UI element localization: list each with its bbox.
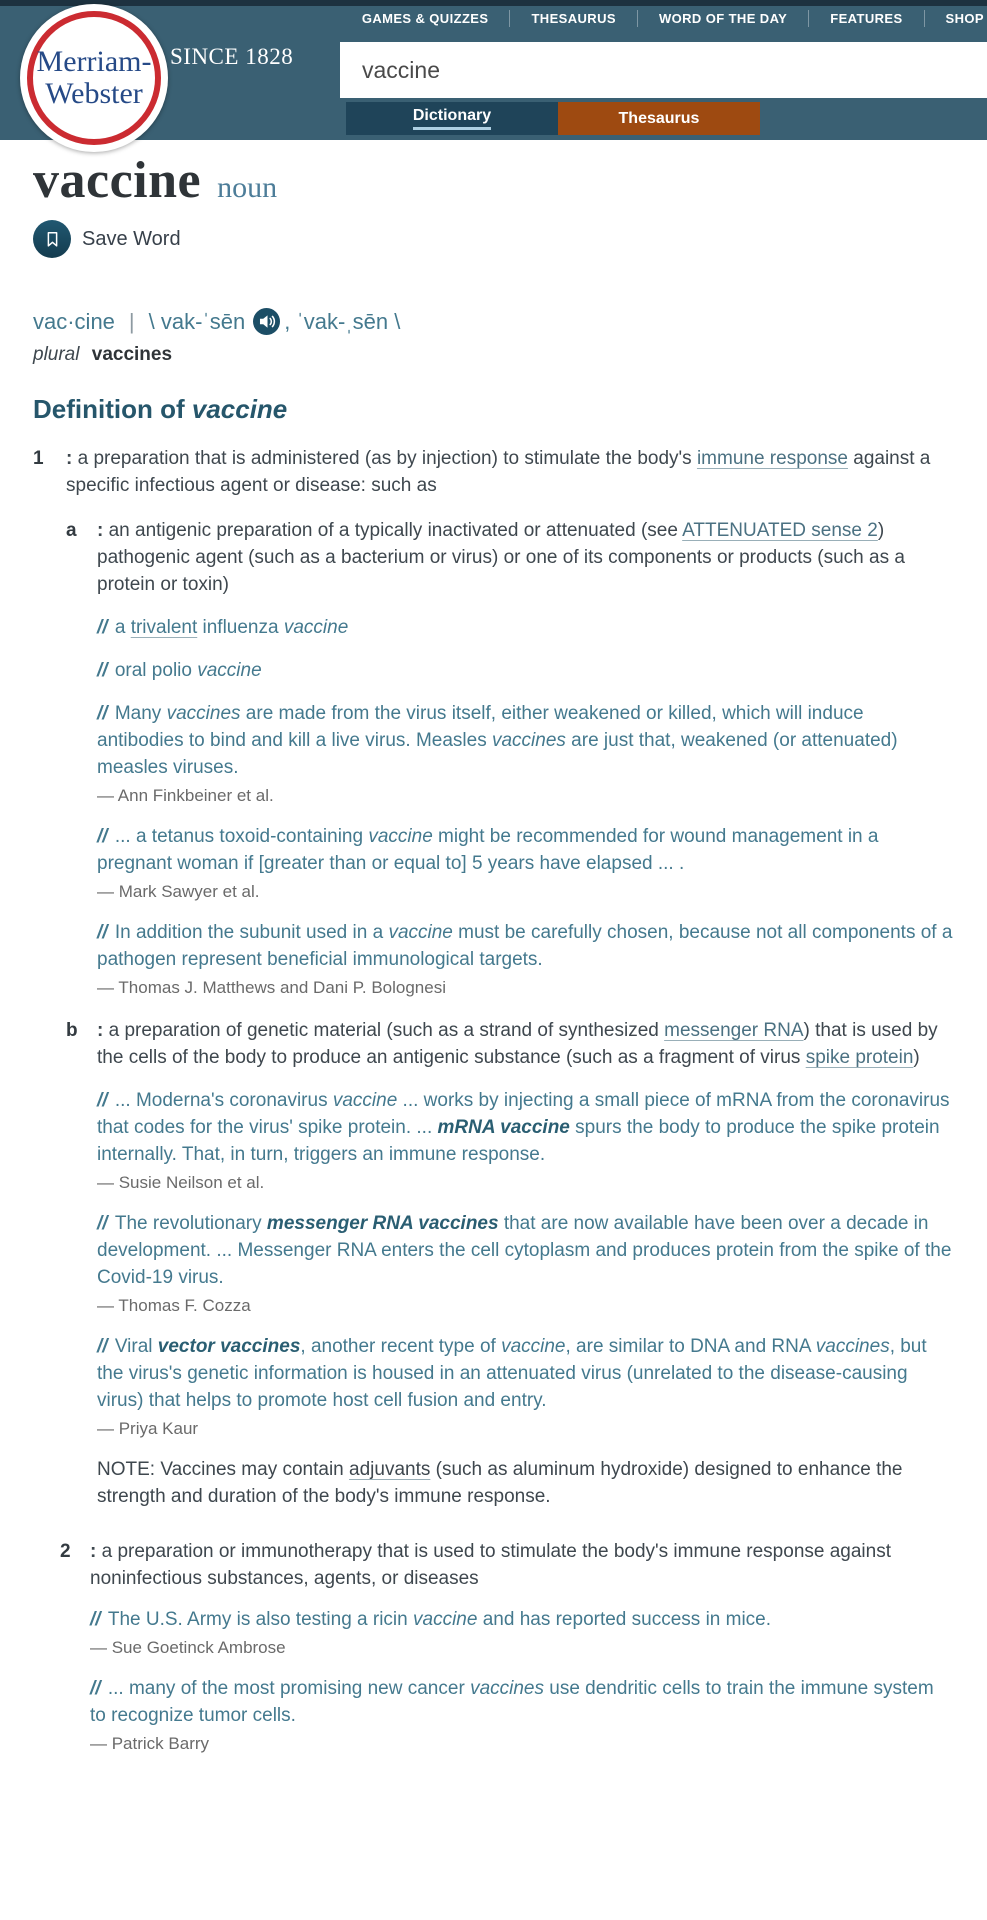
text-run: , another recent type of bbox=[300, 1336, 502, 1357]
example-sentence bbox=[97, 700, 954, 781]
pronunciation-text-variant: , ˈvak-ˌsēn \ bbox=[284, 308, 401, 334]
text-run: might be recommended for wound management in a pregnant woman if [greater than or equal to] 5 years have elapsed ... . bbox=[97, 826, 879, 874]
text-run: : bbox=[90, 1541, 102, 1562]
nav-word-of-the-day[interactable]: WORD OF THE DAY bbox=[658, 11, 788, 26]
plural-value: vaccines bbox=[91, 344, 173, 365]
text-run: ) bbox=[913, 1047, 920, 1068]
text-run: : bbox=[97, 520, 109, 541]
text-run: Viral bbox=[114, 1336, 158, 1357]
pronunciation-separator: | bbox=[128, 308, 135, 334]
text-run: influenza bbox=[197, 617, 284, 638]
text-run: ... a tetanus toxoid-containing bbox=[114, 826, 369, 847]
text-run: : bbox=[66, 448, 78, 469]
example-attribution: — Thomas J. Matthews and Dani P. Bolognesi bbox=[97, 978, 446, 997]
text-run: Many bbox=[114, 703, 167, 724]
text-run: // bbox=[97, 1336, 113, 1357]
example-sentence bbox=[97, 919, 954, 973]
pronunciation-row bbox=[33, 308, 954, 335]
nav-thesaurus[interactable]: THESAURUS bbox=[531, 11, 616, 26]
text-run: // bbox=[97, 826, 113, 847]
speaker-icon[interactable] bbox=[253, 308, 280, 335]
plural-row bbox=[33, 344, 954, 366]
text-run: // bbox=[90, 1609, 106, 1630]
logo-line-1: Merriam- bbox=[36, 45, 152, 78]
example-sentence bbox=[97, 1210, 954, 1291]
text-run: ... Moderna's coronavirus bbox=[114, 1090, 333, 1111]
sense-1a bbox=[66, 517, 954, 999]
text-run: against a specific infectious agent or disease: such as bbox=[66, 448, 931, 496]
inline-link[interactable]: immune response bbox=[696, 448, 848, 469]
inline-link[interactable]: trivalent bbox=[130, 617, 198, 638]
example-sentence bbox=[97, 1087, 954, 1168]
sense-letter: b bbox=[66, 1020, 78, 1041]
text-run: are made from the virus itself, either weakened or killed, which will induce antibodies to bind and kill a live virus. Measles bbox=[97, 703, 864, 751]
example-sentence bbox=[97, 823, 954, 877]
sense-letter: a bbox=[66, 520, 77, 541]
text-run: vaccine bbox=[368, 826, 433, 847]
plural-label: plural bbox=[33, 344, 80, 365]
text-run: // bbox=[97, 1213, 113, 1234]
text-run: and has reported success in mice. bbox=[477, 1609, 772, 1630]
text-run: , are similar to DNA and RNA bbox=[565, 1336, 816, 1357]
logo-line-2: Webster bbox=[45, 77, 143, 110]
text-run: ... works by injecting a small piece of mRNA from the coronavirus that codes for the virus' spike protein. ... bbox=[97, 1090, 950, 1138]
text-run: vaccine bbox=[332, 1090, 398, 1111]
nav-features[interactable]: FEATURES bbox=[830, 11, 903, 26]
sense-number: 1 bbox=[33, 448, 44, 469]
example-sentence bbox=[97, 614, 954, 641]
top-nav bbox=[341, 0, 987, 37]
text-run: use dendritic cells to train the immune system to recognize tumor cells. bbox=[90, 1678, 934, 1726]
inline-link[interactable]: adjuvants bbox=[349, 1459, 431, 1480]
part-of-speech-link[interactable]: noun bbox=[217, 171, 278, 204]
text-run: (such as aluminum hydroxide) designed to enhance the strength and duration of the body's immune response. bbox=[97, 1459, 903, 1507]
text-run: vector vaccines bbox=[157, 1336, 301, 1357]
save-word-label: Save Word bbox=[82, 227, 181, 250]
nav-shop[interactable]: SHOP bbox=[945, 11, 984, 26]
example-sentence bbox=[97, 1333, 954, 1414]
text-run: vaccine bbox=[197, 660, 262, 681]
text-run: ... many of the most promising new cancer bbox=[107, 1678, 471, 1699]
text-run: // bbox=[97, 922, 113, 943]
text-run: In addition the subunit used in a bbox=[114, 922, 389, 943]
text-run: vaccines bbox=[491, 730, 566, 751]
tab-thesaurus[interactable]: Thesaurus bbox=[558, 102, 760, 135]
text-run: vaccine bbox=[388, 922, 453, 943]
pronunciation-text: \ vak-ˈsēn bbox=[148, 308, 246, 334]
text-run: oral polio bbox=[114, 660, 198, 681]
text-run: that are now available have been over a decade in development. ... Messenger RNA enters the cell cytoplasm and produces protein from the spike of the Covid-19 virus. bbox=[97, 1213, 952, 1288]
merriam-webster-logo[interactable] bbox=[20, 4, 168, 152]
search-input[interactable] bbox=[340, 42, 987, 98]
sense-1 bbox=[33, 445, 954, 1510]
inline-link[interactable]: messenger RNA bbox=[664, 1020, 804, 1041]
example-attribution: — Susie Neilson et al. bbox=[97, 1173, 265, 1192]
text-run: , but the virus's genetic information is housed in an attenuated virus (unrelated to the disease-causing virus) that helps to promote host cell fusion and entry. bbox=[97, 1336, 927, 1411]
text-run: vaccines bbox=[166, 703, 241, 724]
sense-1b bbox=[66, 1017, 954, 1510]
text-run: The U.S. Army is also testing a ricin bbox=[107, 1609, 414, 1630]
usage-note bbox=[97, 1456, 954, 1510]
text-run: // bbox=[97, 1090, 113, 1111]
text-run: vaccines bbox=[470, 1678, 544, 1699]
example-sentence bbox=[90, 1606, 954, 1633]
sense-definition bbox=[97, 517, 954, 598]
text-run: // bbox=[97, 660, 113, 681]
dictionary-thesaurus-tabs bbox=[346, 102, 760, 135]
text-run: mRNA vaccine bbox=[437, 1117, 570, 1138]
example-sentence bbox=[90, 1675, 954, 1729]
example-sentence bbox=[97, 657, 954, 684]
example-attribution: — Mark Sawyer et al. bbox=[97, 882, 260, 901]
text-run: // bbox=[90, 1678, 106, 1699]
text-run: messenger RNA vaccines bbox=[266, 1213, 499, 1234]
inline-link[interactable]: ATTENUATED sense 2 bbox=[682, 520, 878, 541]
sense-2 bbox=[60, 1538, 954, 1755]
headword: vaccine bbox=[33, 152, 202, 209]
save-word-button[interactable] bbox=[33, 220, 181, 258]
sense-number: 2 bbox=[60, 1541, 71, 1562]
text-run: are just that, weakened (or attenuated) measles viruses. bbox=[97, 730, 898, 778]
text-run: ) that is used by the cells of the body to produce an antigenic substance (such as a fragment of virus bbox=[97, 1020, 938, 1068]
inline-link[interactable]: spike protein bbox=[805, 1047, 914, 1068]
text-run: a preparation that is administered (as by injection) to stimulate the body's bbox=[77, 448, 697, 469]
save-word-row bbox=[33, 220, 954, 258]
text-run: // bbox=[97, 617, 113, 638]
since-1828-label: SINCE 1828 bbox=[170, 44, 294, 69]
tab-dictionary[interactable]: Dictionary bbox=[346, 102, 558, 135]
text-run: spurs the body to produce the spike protein internally. That, in turn, triggers an immune response. bbox=[97, 1117, 940, 1165]
text-run: vaccines bbox=[815, 1336, 890, 1357]
example-attribution: — Priya Kaur bbox=[97, 1419, 199, 1438]
example-attribution: — Ann Finkbeiner et al. bbox=[97, 786, 274, 805]
headword-row bbox=[33, 152, 954, 210]
text-run: vaccine bbox=[501, 1336, 566, 1357]
definition-heading: Definition of vaccine bbox=[33, 394, 288, 424]
example-attribution: — Thomas F. Cozza bbox=[97, 1296, 251, 1315]
text-run: an antigenic preparation of a typically inactivated or attenuated (see bbox=[108, 520, 683, 541]
text-run: vaccine bbox=[283, 617, 349, 638]
text-run: a preparation or immunotherapy that is used to stimulate the body's immune response against noninfectious substances, agents, or diseases bbox=[90, 1541, 891, 1589]
text-run: must be carefully chosen, because not all components of a pathogen represent beneficial immunological targets. bbox=[97, 922, 953, 970]
nav-games-quizzes[interactable]: GAMES & QUIZZES bbox=[361, 11, 489, 26]
bookmark-icon bbox=[33, 220, 71, 258]
example-attribution: — Sue Goetinck Ambrose bbox=[90, 1638, 286, 1657]
text-run: a bbox=[114, 617, 131, 638]
sense-definition bbox=[90, 1538, 954, 1592]
text-run: NOTE: Vaccines may contain bbox=[97, 1459, 350, 1480]
text-run: The revolutionary bbox=[114, 1213, 267, 1234]
entry-content bbox=[0, 140, 987, 1795]
sense-definition bbox=[97, 1017, 954, 1071]
example-attribution: — Patrick Barry bbox=[90, 1734, 210, 1753]
text-run: ) pathogenic agent (such as a bacterium or virus) or one of its components or products (such as a protein or toxin) bbox=[97, 520, 905, 595]
sense-definition bbox=[66, 445, 954, 499]
syllables-link[interactable]: vac·cine bbox=[33, 308, 115, 334]
text-run: // bbox=[97, 703, 113, 724]
text-run: a preparation of genetic material (such as a strand of synthesized bbox=[108, 1020, 665, 1041]
text-run: : bbox=[97, 1020, 109, 1041]
text-run: vaccine bbox=[413, 1609, 478, 1630]
logo-wordmark bbox=[20, 4, 168, 152]
site-header bbox=[0, 0, 987, 140]
